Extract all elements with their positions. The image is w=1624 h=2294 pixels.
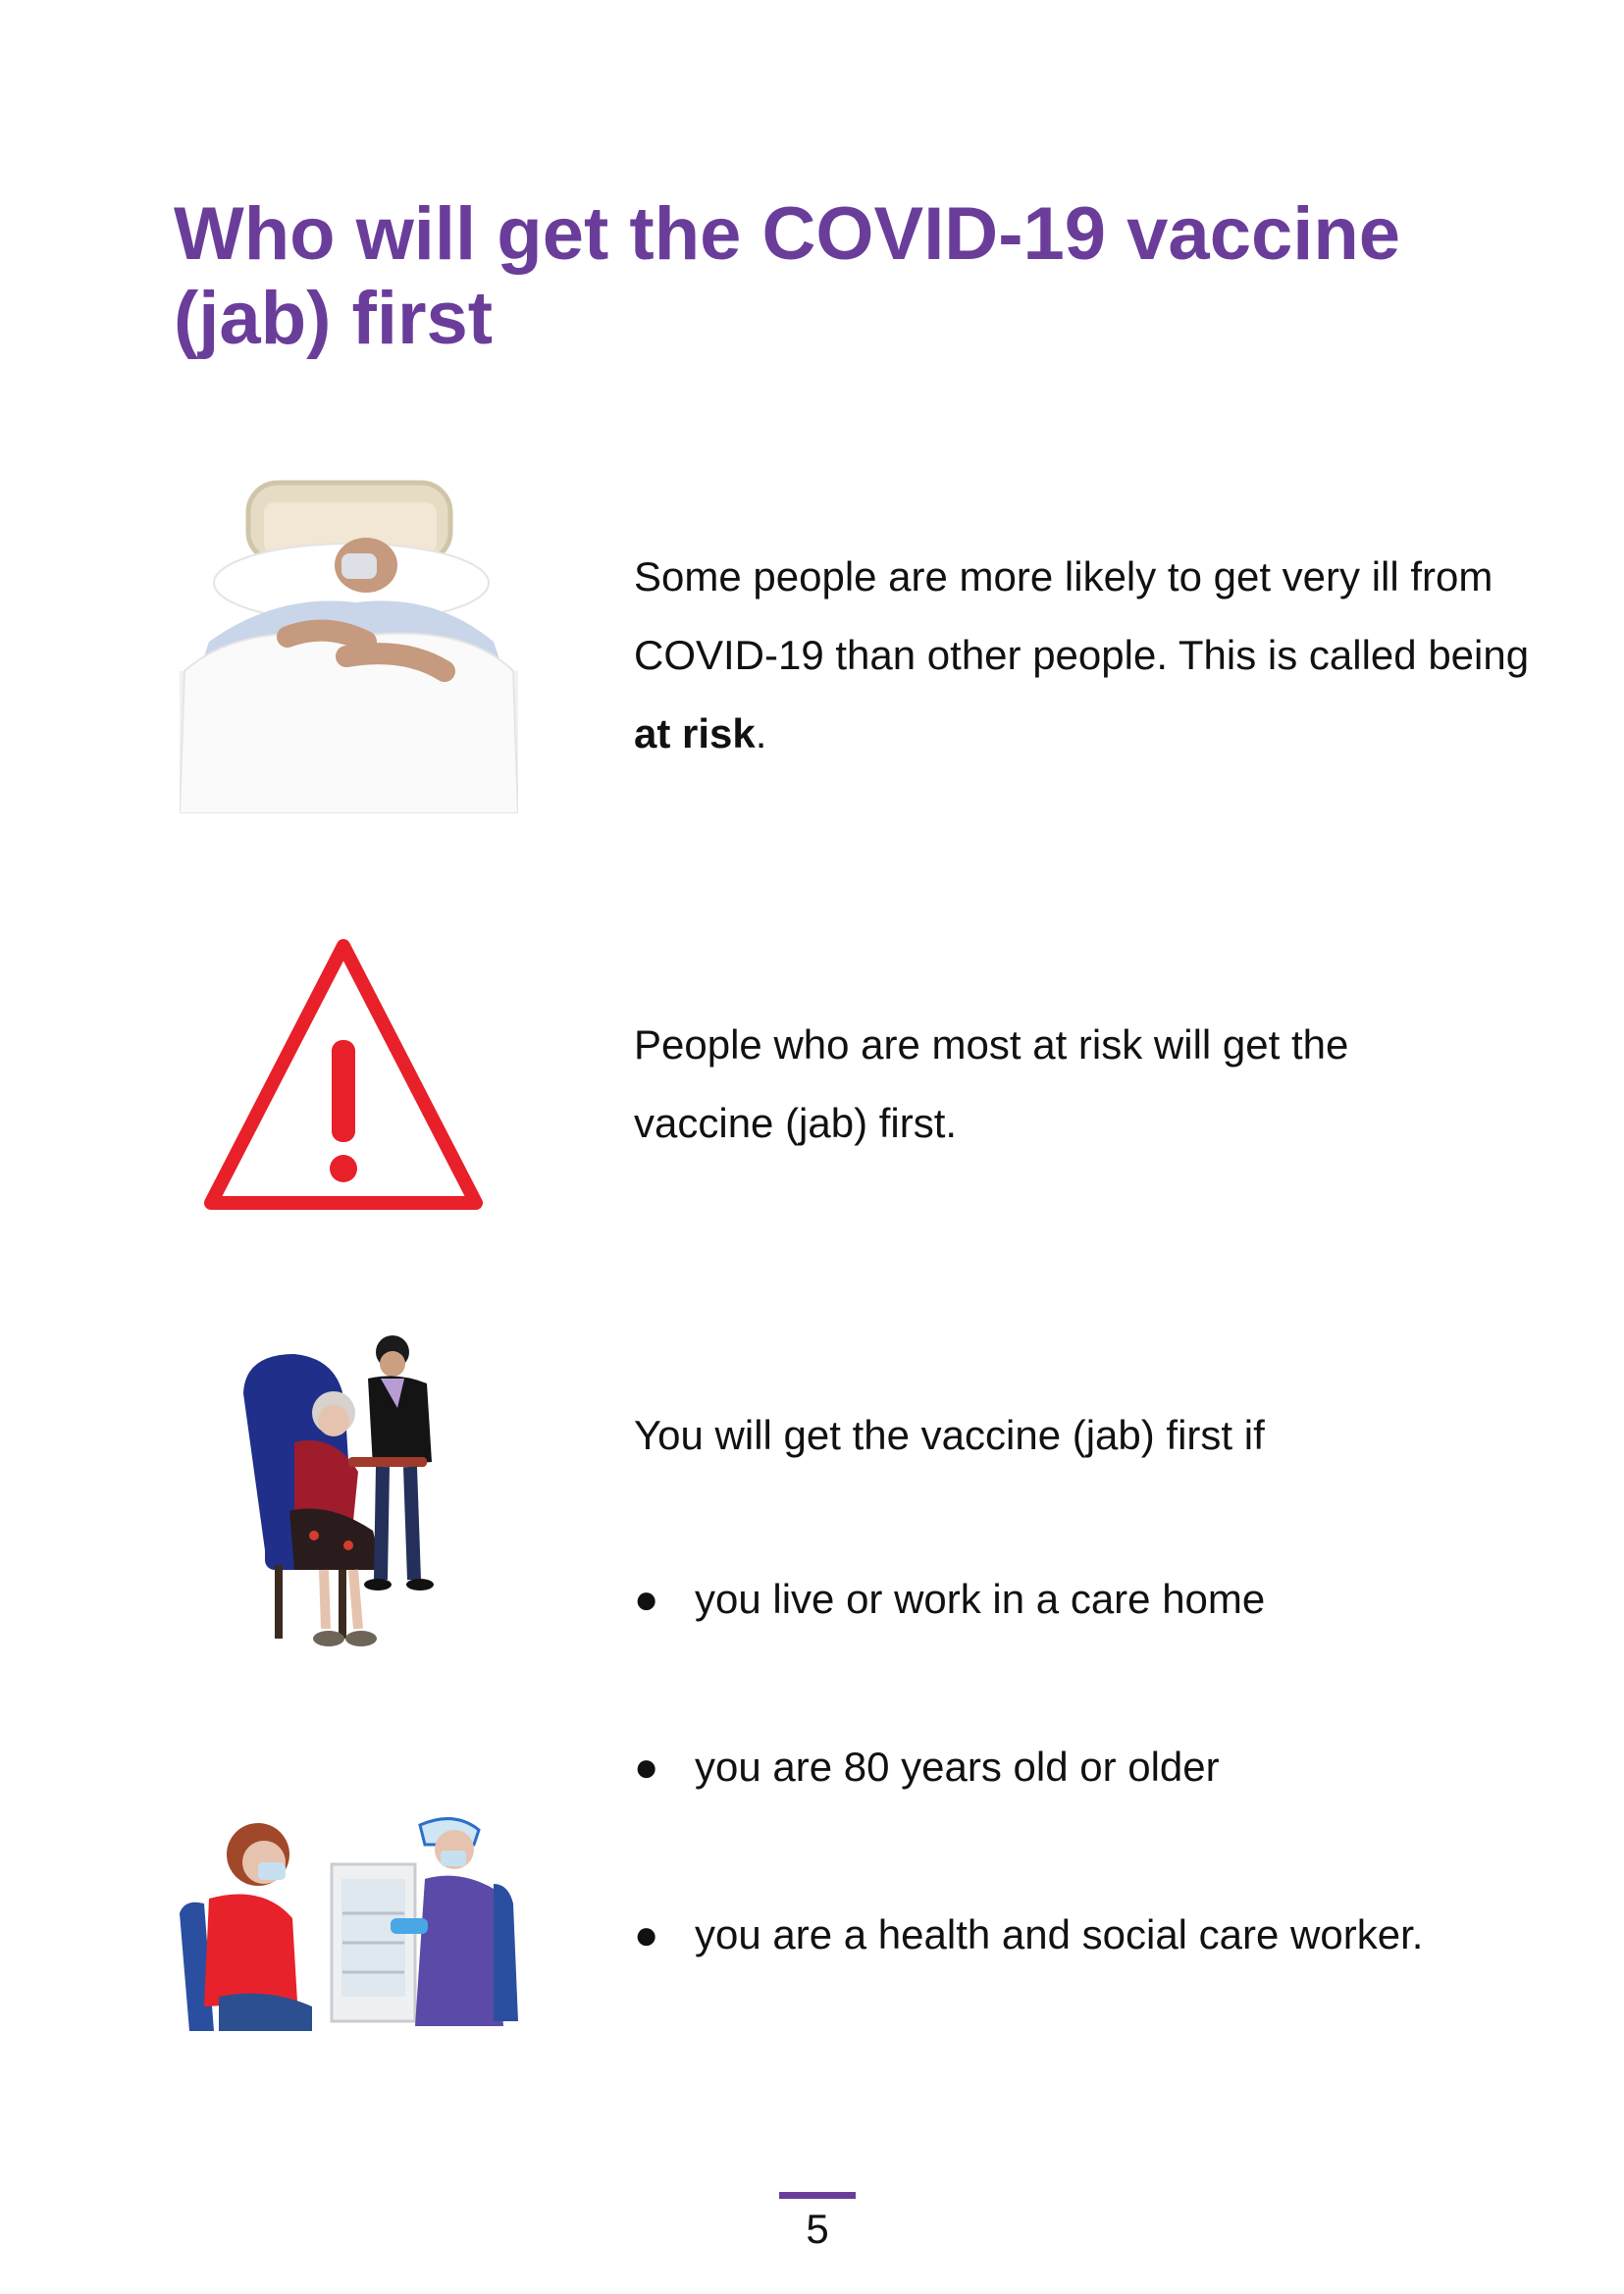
bullet-icon: ● — [634, 1911, 659, 1957]
most-at-risk-text: People who are most at risk will get the vaccine (jab) first. — [634, 1021, 1349, 1146]
bullet-text: you live or work in a care home — [695, 1576, 1266, 1622]
at-risk-explanation — [634, 538, 1537, 773]
warning-triangle-icon — [199, 932, 488, 1217]
footer-divider — [779, 2192, 856, 2199]
list-item — [634, 1572, 1265, 1627]
health-worker-giving-vaccine-image — [180, 1805, 518, 2041]
patient-in-hospital-bed-image — [180, 475, 518, 813]
bullet-icon: ● — [634, 1744, 659, 1790]
at-risk-term: at risk — [634, 710, 756, 756]
bullet-text: you are a health and social care worker. — [695, 1911, 1424, 1957]
care-home-resident-and-carer-image — [236, 1334, 466, 1678]
list-item — [634, 1740, 1220, 1795]
page-title: Who will get the COVID-19 vaccine (jab) first — [174, 192, 1401, 360]
page-number: 5 — [806, 2206, 829, 2252]
at-risk-text-start: Some people are more likely to get very ill from COVID-19 than other people. This is called being — [634, 553, 1530, 678]
bullet-text: you are 80 years old or older — [695, 1744, 1220, 1790]
bullet-icon: ● — [634, 1576, 659, 1622]
list-item — [634, 1907, 1423, 1962]
at-risk-text-end: . — [755, 710, 767, 756]
vaccine-first-intro: You will get the vaccine (jab) first if — [634, 1412, 1265, 1458]
